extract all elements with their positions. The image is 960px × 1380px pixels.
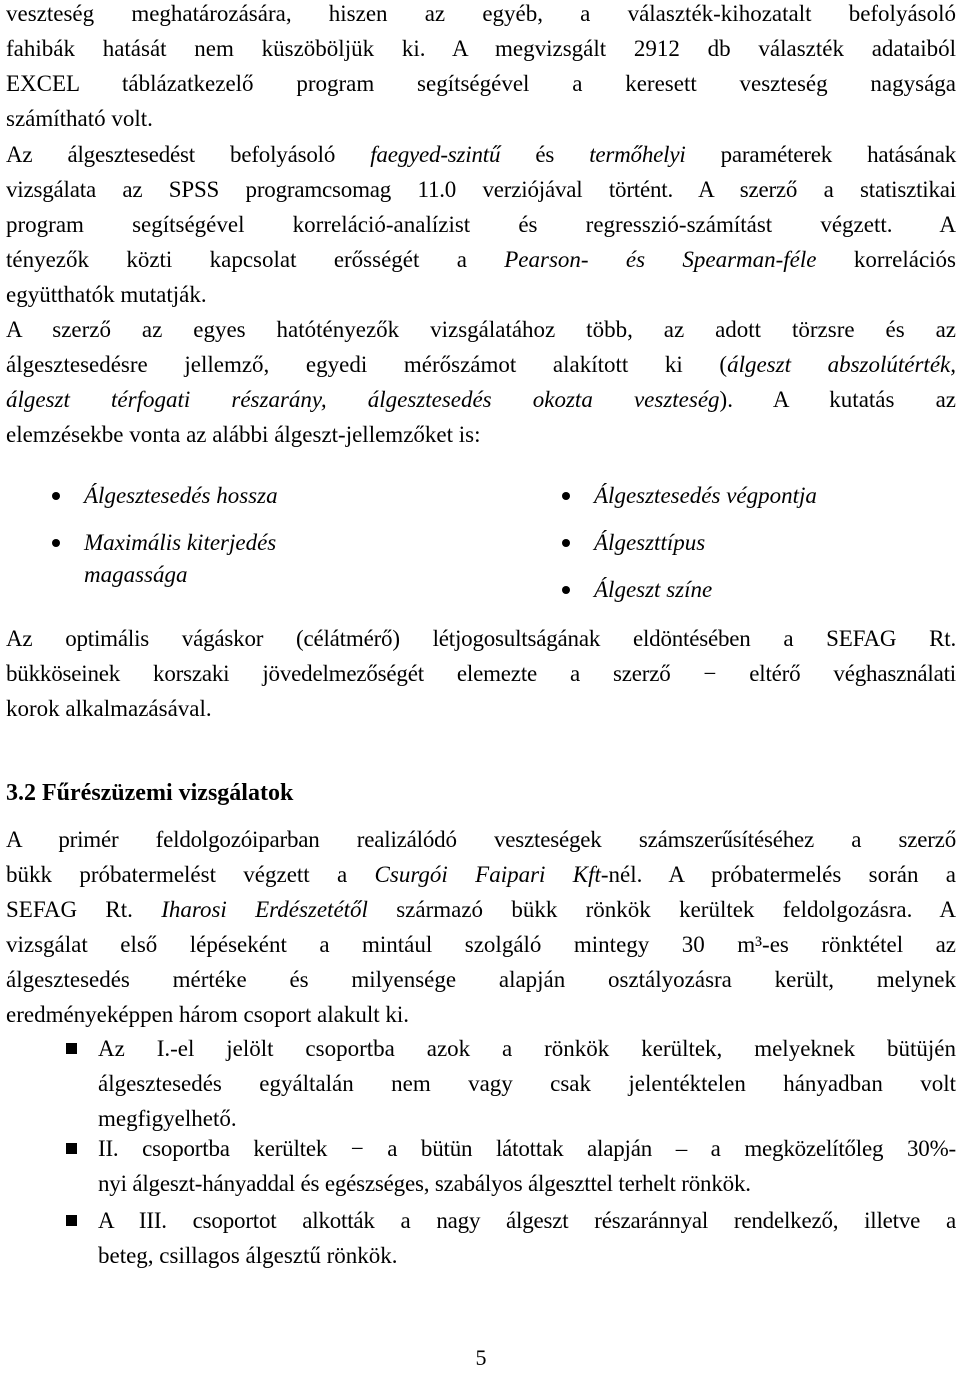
bullet-text: Maximális kiterjedés magassága	[84, 530, 277, 587]
paragraph-1	[6, 0, 956, 136]
bullet-dot-icon	[52, 492, 60, 500]
text-line: Az I.-el jelölt csoportba azok a rönkök kerültek, melyeknek bütüjén	[98, 1036, 956, 1061]
bullet-text: Álgeszt színe	[594, 577, 713, 602]
italic-term: álgeszt térfogati részarány, álgesztesedés okozta veszteség	[6, 387, 720, 412]
text-span: álgesztesedésre jellemző, egyedi mérőszámot alakított ki (	[6, 352, 728, 377]
text-line: fahibák hatását nem küszöböljük ki. A megvizsgált 2912 db választék adataiból	[6, 36, 956, 61]
bullet-text: Álgesztesedés végpontja	[594, 483, 817, 508]
text-line	[6, 137, 956, 172]
bullet-column-left	[6, 480, 446, 606]
text-line	[6, 857, 956, 892]
paragraph-5	[6, 822, 956, 1032]
text-line	[6, 242, 956, 277]
bullet-text: Álgesztesedés hossza	[84, 483, 278, 508]
text-line: Az optimális vágáskor (célátmérő) létjogosultságának eldöntésében a SEFAG Rt.	[6, 626, 956, 651]
group-item-2	[98, 1131, 956, 1201]
bullet-dot-icon	[562, 586, 570, 594]
square-bullet-icon	[66, 1143, 77, 1154]
text-line: megfigyelhető.	[98, 1106, 237, 1131]
text-line: korok alkalmazásával.	[6, 696, 212, 721]
text-span: SEFAG Rt.	[6, 897, 162, 922]
bullet-item	[6, 480, 446, 512]
text-line	[6, 347, 956, 382]
italic-term: faegyed-szintű	[370, 142, 501, 167]
text-line: II. csoportba kerültek − a bütün látottak alapján – a megközelítőleg 30%-	[98, 1136, 956, 1161]
bullet-item	[516, 574, 956, 606]
text-span: bükk próbatermelést végzett a	[6, 862, 375, 887]
bullet-item	[6, 527, 334, 591]
text-line: vizsgálat első lépéseként a mintául szolgáló mintegy 30 m³-es rönktétel az	[6, 932, 956, 957]
text-span: ). A kutatás az	[719, 387, 957, 412]
italic-term: Csurgói Faipari Kft	[374, 862, 601, 887]
bullet-dot-icon	[562, 492, 570, 500]
bullet-column-right	[516, 480, 956, 621]
text-span: Az álgesztesedést befolyásoló	[6, 142, 371, 167]
text-line: beteg, csillagos álgesztű rönkök.	[98, 1243, 398, 1268]
text-span: paraméterek hatásának	[685, 142, 957, 167]
text-line: számítható volt.	[6, 106, 153, 131]
text-line: A III. csoportot alkották a nagy álgeszt részaránnyal rendelkező, illetve a	[98, 1208, 956, 1233]
text-line: eredményeképpen három csoport alakult ki.	[6, 1002, 409, 1027]
text-line: vizsgálata az SPSS programcsomag 11.0 verziójával történt. A szerző a statisztikai	[6, 177, 956, 202]
italic-term: termőhelyi	[589, 142, 686, 167]
group-item-1	[98, 1031, 956, 1136]
section-heading: 3.2 Fűrészüzemi vizsgálatok	[6, 780, 294, 806]
text-line: program segítségével korreláció-analízist és regresszió-számítást végzett. A	[6, 212, 956, 237]
text-line: A primér feldolgozóiparban realizálódó veszteségek számszerűsítéséhez a szerző	[6, 827, 956, 852]
bullet-item	[516, 480, 956, 512]
italic-term: Iharosi Erdészetétől	[161, 897, 368, 922]
text-line: veszteség meghatározására, hiszen az egyéb, a választék-kihozatalt befolyásoló	[6, 1, 956, 26]
text-line: álgesztesedés egyáltalán nem vagy csak jelentéktelen hányadban volt	[98, 1071, 956, 1096]
bullet-dot-icon	[52, 539, 60, 547]
text-span: korrelációs	[816, 247, 956, 272]
text-span: -nél. A próbatermelés során a	[600, 862, 956, 887]
bullet-item	[516, 527, 956, 559]
text-line: A szerző az egyes hatótényezők vizsgálatához több, az adott törzsre és az	[6, 317, 956, 342]
text-line: nyi álgeszt-hányaddal és egészséges, szabályos álgeszttel terhelt rönkök.	[98, 1171, 751, 1196]
square-bullet-icon	[66, 1043, 77, 1054]
text-line: EXCEL táblázatkezelő program segítségével a keresett veszteség nagysága	[6, 71, 956, 96]
bullet-dot-icon	[562, 539, 570, 547]
text-line	[6, 892, 956, 927]
text-span: származó bükk rönkök kerültek feldolgozásra. A	[367, 897, 956, 922]
square-bullet-icon	[66, 1215, 77, 1226]
text-span: és	[500, 142, 590, 167]
text-line: bükköseinek korszaki jövedelmezőségét elemezte a szerző − eltérő véghasználati	[6, 661, 956, 686]
paragraph-4	[6, 621, 956, 726]
text-line	[6, 382, 956, 417]
paragraph-2	[6, 137, 956, 312]
group-item-3	[98, 1203, 956, 1273]
text-line: elemzésekbe vonta az alábbi álgeszt-jellemzőket is:	[6, 422, 481, 447]
italic-term: álgeszt abszolútérték,	[727, 352, 956, 377]
paragraph-3	[6, 312, 956, 452]
text-span: tényezők közti kapcsolat erősségét a	[6, 247, 505, 272]
text-line: álgesztesedés mértéke és milyensége alapján osztályozásra került, melynek	[6, 967, 956, 992]
bullet-text: Álgeszttípus	[594, 530, 706, 555]
italic-term: Pearson- és Spearman-féle	[504, 247, 817, 272]
text-line: együtthatók mutatják.	[6, 282, 207, 307]
page-number: 5	[475, 1345, 487, 1370]
